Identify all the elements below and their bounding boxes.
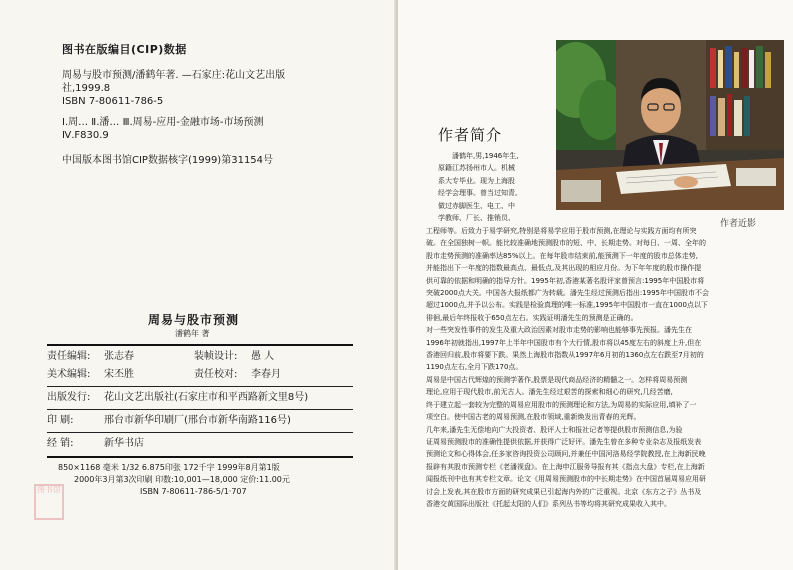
bio-line: 闻报纸刊中也有其专栏文章。论文《用周易预测股市的中长期走势》在中国首届周易应用研: [426, 475, 706, 484]
bio-line: 工程师等。后致力于易学研究,特别是将易学应用于股市预测,在理论与实践方面均有所突: [426, 227, 697, 235]
bio-line: 潘鹤年,男,1946年生,: [452, 152, 519, 160]
section-heading: 作者简介: [438, 126, 503, 144]
bio-intro: [438, 150, 550, 224]
bio-line: 徘徊,最后年终报收于650点左右。实践证明潘先生的预测是正确的。: [426, 313, 638, 322]
bio-line: 原籍江苏扬州市人。机械: [438, 164, 515, 173]
bio-line: 破。在全国独树一帜。能比较准确地预测股市的短、中、长期走势。对每日、一周、全年的: [426, 239, 706, 248]
print-isbn: ISBN 7-80611-786-5/1·707: [140, 487, 247, 496]
editor-name: 张志春: [104, 351, 134, 362]
cip-title: 图书在版编目(CIP)数据: [62, 43, 187, 56]
distributor-label: 经 销:: [47, 438, 74, 449]
bio-line: 香港交黄国际出版社《托起太阳的人们》系列丛书等均将其研究成果收入其中。: [426, 499, 671, 508]
bio-line: 预测论文和心得体会,任多家咨询投资公司顾问,并兼任中国河洛易经学院教授,在上海新民晚: [426, 450, 706, 459]
bio-line: 供可靠的依据和明确的指导方针。1995年初,香港某著名股评家曾预言:1995年中国股市将: [426, 276, 705, 285]
photo-caption: 作者近影: [720, 219, 757, 229]
cip-classification: Ⅰ.周… Ⅱ.潘… Ⅲ.周易-应用-金融市场-市场预测: [62, 117, 264, 128]
book-author: 潘鹤年 著: [175, 329, 210, 338]
bio-line: 并能指出下一年度的指数最高点、最低点,及其出现的相应月份。为下年年度的股市操作提: [426, 264, 702, 273]
printer-label: 印 刷:: [47, 415, 74, 426]
cip-classification: Ⅳ.F830.9: [62, 130, 109, 141]
divider: [47, 432, 353, 433]
cip-number: 中国版本图书馆CIP数据核字(1999)第31154号: [62, 155, 274, 166]
divider: [47, 386, 353, 387]
bio-line: 1996年初就指出,1997年上半年中国股市有个大行情,股市将以45度左右的斜度上升,但在: [426, 338, 702, 347]
editor-label: 责任编辑:: [47, 351, 91, 362]
bio-line: 经学会理事。曾当过知青,: [438, 189, 518, 198]
bio-line: 终于建立起一套较为完整的周易应用股市的预测理论和方法,为周易的实际应用,填补了一: [426, 400, 697, 409]
binding-name: 愚 人: [251, 351, 275, 362]
bio-line: 讨会上发表,其在股市方面的研究成果已引起海内外的广泛重视。北京《东方之子》丛书及: [426, 487, 702, 496]
author-photo: [556, 40, 784, 210]
art-editor-name: 宋丕胜: [104, 369, 134, 380]
bio-line: 突破2000点大关。中国各大报纸都广为转载。潘先生经过预测后指出:1995年中国股市不会: [426, 289, 709, 298]
print-stats: 850×1168 毫米 1/32 6.875印张 172千字 1999年8月第1版: [58, 463, 280, 472]
proof-label: 责任校对:: [194, 369, 238, 380]
binding-label: 装帧设计:: [194, 351, 238, 362]
print-stats: 2000年3月第3次印刷 印数:10,001—18,000 定价:11.00元: [74, 475, 290, 484]
art-editor-label: 美术编辑:: [47, 369, 91, 380]
bio-line: 对一些突发性事件的发生及重大政治因素对股市走势的影响也能够事先预报。潘先生在: [426, 326, 692, 335]
bio-line: 系大专毕业。现为上海股: [438, 176, 515, 185]
proof-name: 李春月: [251, 369, 281, 380]
divider: [47, 344, 353, 346]
copyright-page: [0, 0, 396, 570]
distributor: 新华书店: [104, 438, 144, 449]
divider: [47, 456, 353, 458]
bio-body: [426, 225, 781, 510]
bio-line: 报辟有其股市预测专栏《老潘视盘》。在上海申江服务导报有其《指点大盘》专栏,在上海新: [426, 462, 705, 471]
bio-line: 做过赤脚医生、电工、中: [438, 201, 515, 210]
stamp-text: 图书馆: [37, 485, 61, 494]
bio-line: 学教师、厂长、推销员、: [438, 214, 515, 223]
book-title: 周易与股市预测: [148, 313, 240, 327]
publisher: 花山文艺出版社(石家庄市和平西路新文里8号): [104, 392, 309, 403]
bio-line: 香港回归前,股市将要下跌。果然上海股市指数从1997年6月初的1360点左右跌至7月初的: [426, 351, 704, 360]
printer: 邢台市新华印刷厂(邢台市新华南路116号): [104, 415, 291, 426]
bio-line: 股市走势预测的准确率达85%以上。在每年股市结束前,能预测下一年度的股市总体走势,: [426, 251, 699, 260]
bio-line: 超过1000点,并予以公布。实践是检验真理的唯一标准,1995年中国股市一直在1000点以下: [426, 301, 708, 310]
bio-line: 几年来,潘先生无偿地向广大投资者、股评人士和报社记者等提供股市预测信息,为验: [426, 425, 683, 434]
bio-line: 项空白。使中国古老的周易预测,在股市领域,重新焕发出青春的光辉。: [426, 413, 641, 422]
bio-line: 周易是中国古代辉煌的预测学著作,股票是现代商品经济的精髓之一。怎样将周易预测: [426, 375, 688, 384]
cip-isbn: ISBN 7-80611-786-5: [62, 96, 164, 107]
bio-line: 1190点左右,全月下跌170点。: [426, 363, 523, 372]
divider: [47, 409, 353, 410]
author-photo-image: [556, 40, 784, 210]
bio-line: 理论,应用于现代股市,前无古人。潘先生经过艰苦的探索和细心的研究,几经苦磨,: [426, 388, 673, 397]
cip-line: 周易与股市预测/潘鹤年著. —石家庄:花山文艺出版: [62, 70, 286, 81]
cip-line: 社,1999.8: [62, 83, 111, 94]
publisher-label: 出版发行:: [47, 392, 91, 403]
library-stamp: [34, 484, 64, 520]
bio-line: 证周易预测股市的准确性提供依据,并获得广泛好评。潘先生曾在多种专业杂志及报纸发表: [426, 437, 702, 446]
